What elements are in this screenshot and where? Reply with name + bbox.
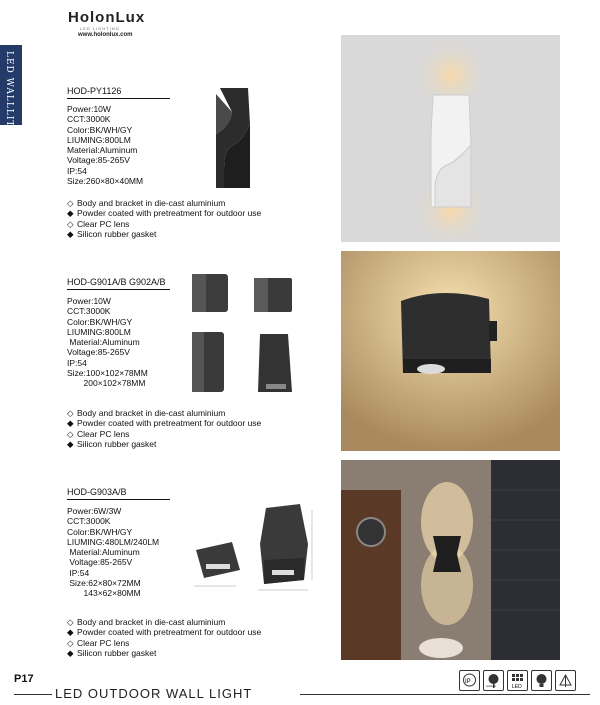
cert-icons — [459, 670, 576, 691]
feature-text: Silicon rubber gasket — [77, 228, 157, 239]
feature-item — [67, 617, 261, 627]
product-3-fixture-images — [188, 500, 323, 600]
filled-diamond-icon: ◆ — [67, 228, 74, 239]
spec-line: IP:54 — [67, 165, 87, 176]
hollow-diamond-icon: ◇ — [67, 408, 74, 418]
filled-diamond-icon: ◆ — [67, 208, 74, 219]
feature-text: Powder coated with pretreatment for outdoor use — [77, 627, 262, 638]
product-3-specs — [67, 506, 159, 599]
brand-tagline: LED LIGHTING — [80, 26, 120, 31]
spec-line: Color:BK/WH/GY — [67, 526, 133, 537]
brand-logo — [68, 10, 178, 39]
product-2-rule — [67, 289, 170, 290]
feature-item — [67, 638, 261, 648]
product-2-model: HOD-G901A/B G902A/B — [67, 277, 166, 287]
ip-rating-label: IP — [465, 679, 471, 685]
spec-line: CCT:3000K — [67, 114, 111, 125]
hollow-diamond-icon: ◇ — [67, 218, 74, 229]
feature-item — [67, 418, 261, 428]
spec-line: Size:100×102×78MM — [67, 368, 148, 379]
spec-line: Material:Aluminum — [67, 145, 138, 156]
spec-line: LIUMING:800LM — [67, 134, 131, 145]
spec-line: 200×102×78MM — [67, 378, 146, 389]
feature-item — [67, 429, 261, 439]
ip-rating-icon — [459, 670, 480, 691]
spec-line: IP:54 — [67, 357, 87, 368]
spec-line: Voltage:85-265V — [67, 557, 133, 568]
product-3-features — [67, 617, 261, 658]
product-1-features — [67, 198, 261, 239]
feature-text: Powder coated with pretreatment for outdoor use — [77, 208, 262, 219]
spec-line: Size:62×80×72MM — [67, 578, 141, 589]
brand-url: www.holonlux.com — [78, 32, 133, 38]
hollow-diamond-icon: ◇ — [67, 198, 74, 208]
feature-item — [67, 439, 261, 449]
led-chip-label: LED — [512, 684, 522, 690]
footer-title: LED OUTDOOR WALL LIGHT — [55, 686, 253, 701]
feature-item — [67, 408, 261, 418]
spec-line: Voltage:85-265V — [67, 155, 130, 166]
feature-text: Silicon rubber gasket — [77, 438, 157, 449]
spec-line: Color:BK/WH/GY — [67, 124, 133, 135]
spec-line: Material:Aluminum — [67, 337, 140, 348]
product-2-fixture-images — [188, 272, 308, 397]
footer-line-left — [14, 694, 52, 695]
filled-diamond-icon: ◆ — [67, 647, 74, 658]
spec-line: CCT:3000K — [67, 306, 111, 317]
led-chip-icon — [507, 670, 528, 691]
hollow-diamond-icon: ◇ — [67, 428, 74, 439]
page-number: P17 — [14, 673, 34, 685]
filled-diamond-icon: ◆ — [67, 627, 74, 638]
feature-item — [67, 627, 261, 637]
product-1-rule — [67, 98, 170, 99]
product-2-photo — [341, 251, 560, 451]
feature-text: Clear PC lens — [77, 637, 130, 648]
outdoor-label: outdoor — [486, 684, 497, 688]
filled-diamond-icon: ◆ — [67, 418, 74, 429]
feature-item — [67, 648, 261, 658]
product-1-model: HOD-PY1126 — [67, 86, 122, 96]
feature-item — [67, 219, 261, 229]
product-2-features — [67, 408, 261, 449]
spec-line: Power:6W/3W — [67, 506, 122, 516]
feature-text: Powder coated with pretreatment for outdoor use — [77, 418, 262, 429]
spec-line: 143×62×80MM — [67, 588, 141, 599]
product-1-fixture-image — [212, 84, 257, 194]
bulb-icon — [531, 670, 552, 691]
feature-text: Clear PC lens — [77, 428, 130, 439]
product-3-model: HOD-G903A/B — [67, 487, 127, 497]
hollow-diamond-icon: ◇ — [67, 617, 74, 627]
spec-line: Material:Aluminum — [67, 547, 140, 558]
spec-line: Color:BK/WH/GY — [67, 316, 133, 327]
feature-text: Body and bracket in die-cast aluminium — [77, 198, 226, 208]
feature-text: Silicon rubber gasket — [77, 647, 157, 658]
product-3-photo — [341, 460, 560, 660]
spec-line: Size:260×80×40MM — [67, 176, 144, 187]
hollow-diamond-icon: ◇ — [67, 637, 74, 648]
product-1-specs — [67, 104, 143, 186]
product-2-specs — [67, 296, 148, 389]
spec-line: IP:54 — [67, 567, 90, 578]
outdoor-tree-icon — [483, 670, 504, 691]
spec-line: Voltage:85-265V — [67, 347, 130, 358]
aluminum-icon — [555, 670, 576, 691]
spec-line: CCT:3000K — [67, 516, 111, 527]
feature-text: Body and bracket in die-cast aluminium — [77, 617, 226, 627]
feature-item — [67, 208, 261, 218]
spec-line: LIUMING:480LM/240LM — [67, 536, 160, 547]
feature-text: Clear PC lens — [77, 218, 130, 229]
product-1-photo — [341, 35, 560, 242]
side-tab — [0, 45, 22, 128]
spec-line: LIUMING:800LM — [67, 326, 131, 337]
spec-line: Power:10W — [67, 104, 111, 114]
side-tab-label: LED WALLLIT — [4, 51, 14, 128]
feature-item — [67, 229, 261, 239]
brand-name: HolonLux — [68, 9, 146, 26]
spec-line: Power:10W — [67, 296, 111, 306]
filled-diamond-icon: ◆ — [67, 438, 74, 449]
footer-line-right — [300, 694, 590, 695]
feature-text: Body and bracket in die-cast aluminium — [77, 408, 226, 418]
product-3-rule — [67, 499, 170, 500]
feature-item — [67, 198, 261, 208]
